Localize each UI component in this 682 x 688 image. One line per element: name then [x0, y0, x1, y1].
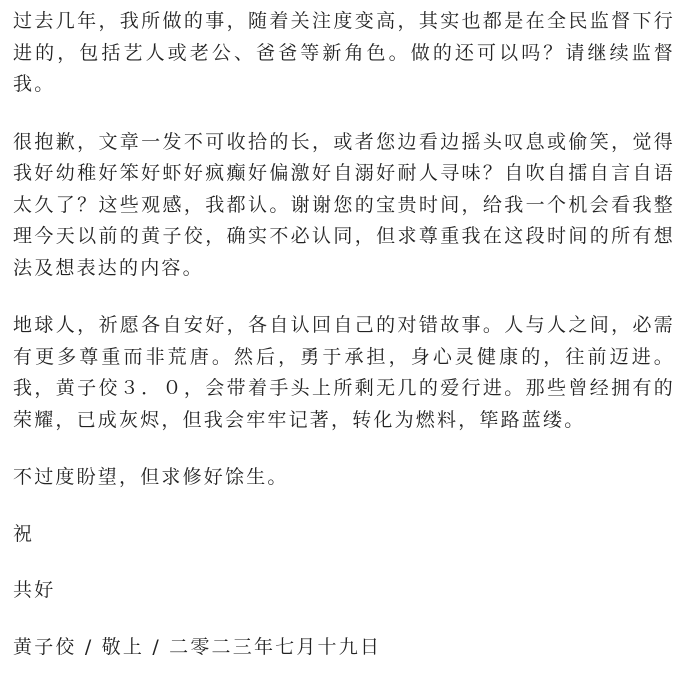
- article-body: [13, 6, 675, 688]
- signature-line: 黄子佼 / 敬上 / 二零二三年七月十九日: [13, 635, 382, 658]
- paragraph-earthlings: 地球人，祈愿各自安好，各自认回自己的对错故事。人与人之间，必需有更多尊重而非荒唐。然后，勇于承担，身心灵健康的，往前迈进。我，黄子佼３．０，会带着手头上所剩无几的爱行进。那些曾经拥有的荣耀，已成灰烬，但我会牢牢记著，转化为燃料，筚路蓝缕。: [13, 314, 675, 431]
- paragraph-supervision: 过去几年，我所做的事，随着关注度变高，其实也都是在全民监督下行进的，包括艺人或老公、爸爸等新角色。做的还可以吗？请继续监督我。: [13, 10, 675, 95]
- closing-wish: 共好: [13, 579, 56, 601]
- paragraph-hope: 不过度盼望，但求修好馀生。: [13, 466, 289, 488]
- closing-salutation: 祝: [13, 522, 35, 545]
- paragraph-apology: 很抱歉，文章一发不可收拾的长，或者您边看边摇头叹息或偷笑，觉得我好幼稚好笨好虾好疯癫好偏激好自溺好耐人寻味？自吹自擂自言自语太久了？这些观感，我都认。谢谢您的宝贵时间，给我一个机会看我整理今天以前的黄子佼，确实不必认同，但求尊重我在这段时间的所有想法及想表达的内容。: [13, 130, 675, 279]
